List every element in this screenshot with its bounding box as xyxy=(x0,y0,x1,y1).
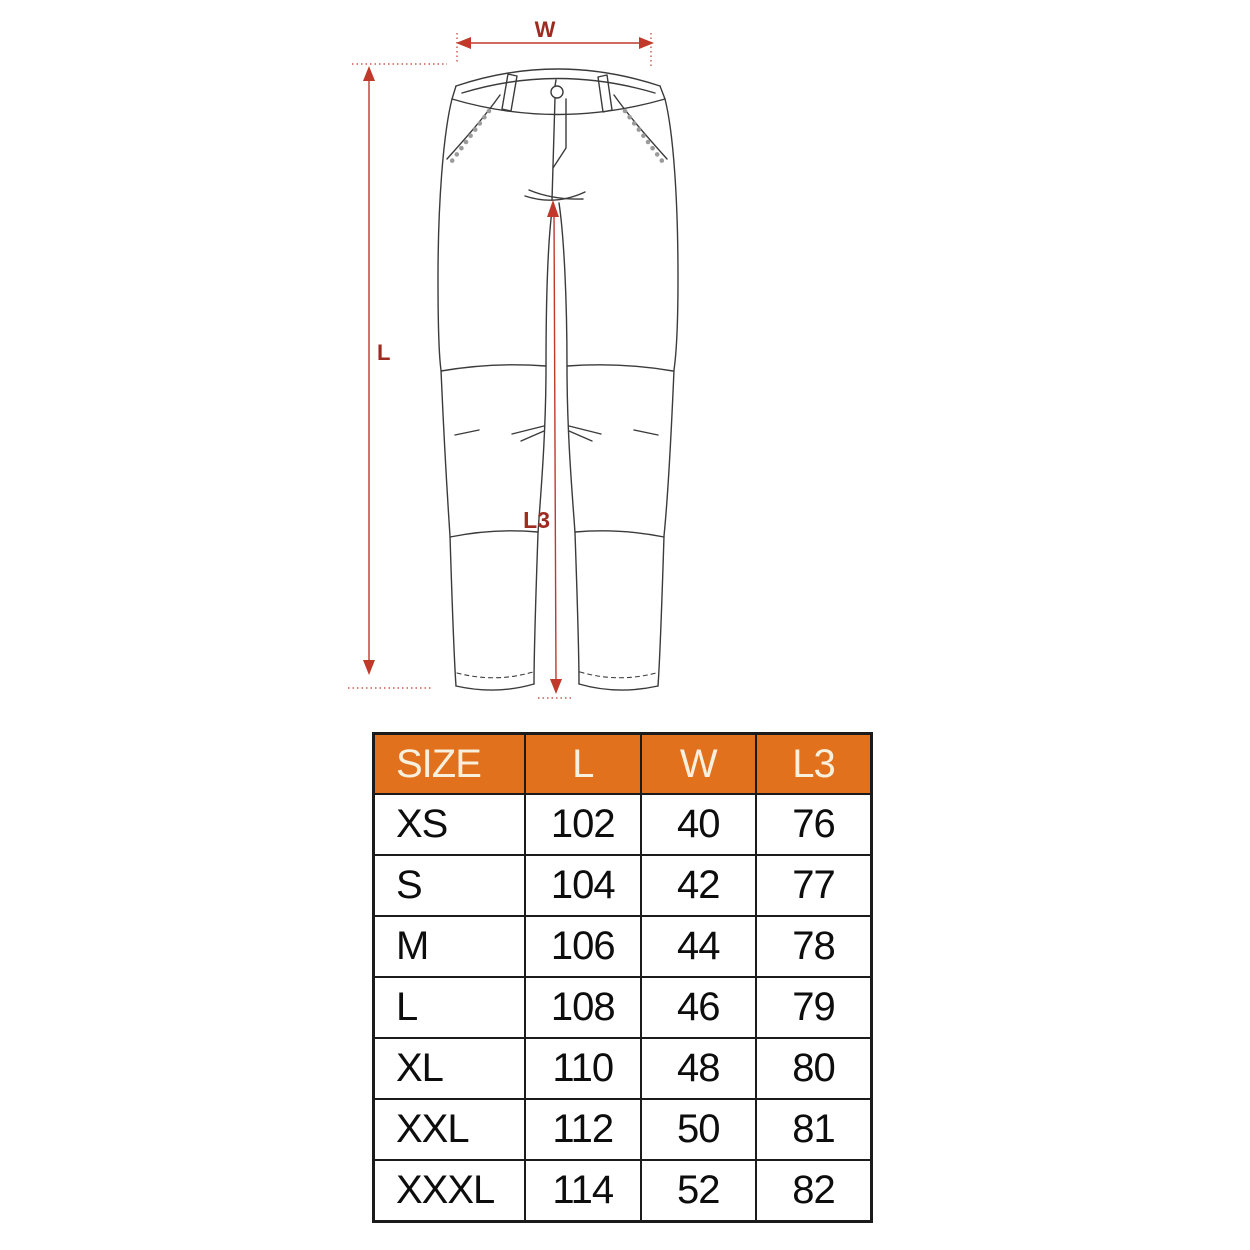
header-cell-l3: L3 xyxy=(756,734,872,795)
table-row xyxy=(374,794,872,855)
table-header-row xyxy=(374,734,872,795)
width-label: W xyxy=(534,17,556,42)
table-row xyxy=(374,1160,872,1222)
length-arrow xyxy=(348,64,447,688)
value-cell: 112 xyxy=(525,1099,641,1160)
size-cell: XXXL xyxy=(374,1160,526,1222)
size-cell: M xyxy=(374,916,526,977)
value-cell: 79 xyxy=(756,977,872,1038)
value-cell: 82 xyxy=(756,1160,872,1222)
value-cell: 77 xyxy=(756,855,872,916)
header-cell-w: W xyxy=(641,734,757,795)
table-row xyxy=(374,977,872,1038)
value-cell: 80 xyxy=(756,1038,872,1099)
pants-outline-icon xyxy=(438,69,678,690)
value-cell: 42 xyxy=(641,855,757,916)
value-cell: 110 xyxy=(525,1038,641,1099)
value-cell: 52 xyxy=(641,1160,757,1222)
size-cell: L xyxy=(374,977,526,1038)
value-cell: 50 xyxy=(641,1099,757,1160)
value-cell: 104 xyxy=(525,855,641,916)
value-cell: 48 xyxy=(641,1038,757,1099)
inseam-label: L3 xyxy=(523,507,550,533)
inseam-arrow xyxy=(523,200,574,698)
size-table xyxy=(372,732,873,1223)
table-row xyxy=(374,1038,872,1099)
value-cell: 78 xyxy=(756,916,872,977)
size-cell: XS xyxy=(374,794,526,855)
value-cell: 44 xyxy=(641,916,757,977)
value-cell: 114 xyxy=(525,1160,641,1222)
value-cell: 46 xyxy=(641,977,757,1038)
width-arrow xyxy=(456,17,654,68)
table-row xyxy=(374,855,872,916)
value-cell: 40 xyxy=(641,794,757,855)
table-row xyxy=(374,916,872,977)
header-cell-l: L xyxy=(525,734,641,795)
header-cell-size: SIZE xyxy=(374,734,526,795)
pocket-stitching-dots xyxy=(450,109,664,163)
size-cell: S xyxy=(374,855,526,916)
value-cell: 108 xyxy=(525,977,641,1038)
value-cell: 81 xyxy=(756,1099,872,1160)
size-cell: XXL xyxy=(374,1099,526,1160)
value-cell: 102 xyxy=(525,794,641,855)
length-label: L xyxy=(377,340,391,365)
size-cell: XL xyxy=(374,1038,526,1099)
value-cell: 106 xyxy=(525,916,641,977)
value-cell: 76 xyxy=(756,794,872,855)
table-row xyxy=(374,1099,872,1160)
